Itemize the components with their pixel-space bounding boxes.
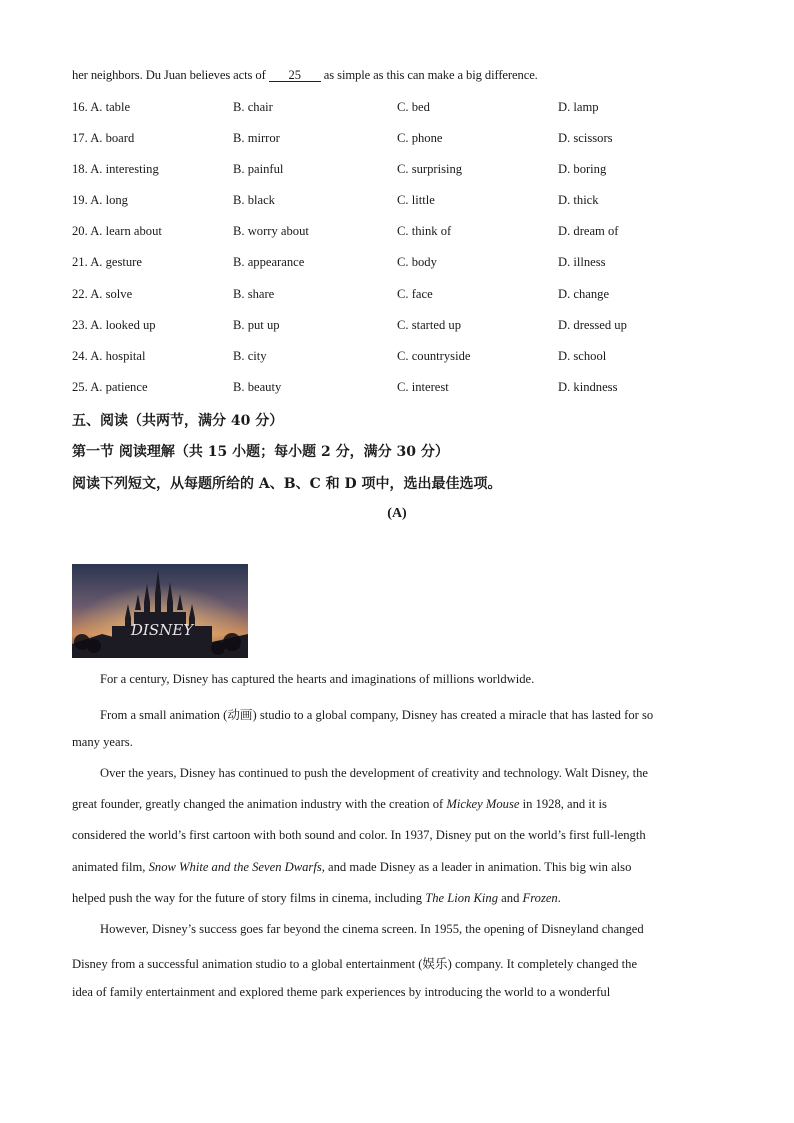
text-run: animated film,	[72, 860, 149, 874]
option-a: 23. A. looked up	[72, 318, 156, 332]
option-b: B. worry about	[233, 224, 309, 238]
option-c: C. surprising	[397, 162, 463, 176]
option-c: C. started up	[397, 318, 462, 332]
option-d: D. thick	[558, 193, 599, 207]
option-a: 17. A. board	[72, 131, 135, 145]
option-b: B. put up	[233, 318, 280, 332]
blank-25: 25	[269, 69, 321, 82]
option-a: 24. A. hospital	[72, 349, 146, 363]
option-d: D. dream of	[558, 224, 619, 238]
option-d: D. change	[558, 287, 610, 301]
option-d: D. dressed up	[558, 318, 627, 332]
option-d: D. scissors	[558, 131, 613, 145]
option-c: C. think of	[397, 224, 452, 238]
text-run: in 1928, and it is	[519, 797, 607, 811]
passage-label: (A)	[387, 506, 407, 521]
option-b: B. appearance	[233, 255, 305, 269]
title-lion-king: The Lion King	[425, 891, 499, 905]
paragraph-4-line-2: Disney from a successful animation studio to a global entertainment (娱乐) company. It completely changed the	[72, 957, 638, 971]
text-run: .	[557, 891, 561, 905]
intro-before: her neighbors. Du Juan believes acts of	[72, 68, 269, 82]
option-b: B. share	[233, 287, 275, 301]
paragraph-3-line-3: considered the world’s first cartoon with both sound and color. In 1937, Disney put on the world’s first full-length	[72, 828, 646, 842]
option-b: B. mirror	[233, 131, 280, 145]
paragraph-3-line-1: Over the years, Disney has continued to push the development of creativity and technology. Walt Disney, the	[100, 766, 648, 780]
intro-line	[72, 68, 538, 83]
option-c: C. countryside	[397, 349, 471, 363]
option-c: C. interest	[397, 380, 449, 394]
option-a: 21. A. gesture	[72, 255, 142, 269]
option-b: B. black	[233, 193, 275, 207]
disney-logo-text: DISNEY	[130, 621, 194, 639]
option-d: D. boring	[558, 162, 607, 176]
option-d: D. school	[558, 349, 607, 363]
option-d: D. lamp	[558, 100, 599, 114]
paragraph-2-line-1: From a small animation (动画) studio to a global company, Disney has created a miracle that has lasted for so	[100, 708, 654, 722]
text-run: and	[498, 891, 523, 905]
title-frozen: Frozen	[522, 891, 558, 905]
text-run: helped push the way for the future of story films in cinema, including	[72, 891, 426, 905]
title-mickey-mouse: Mickey Mouse	[446, 797, 520, 811]
option-a: 16. A. table	[72, 100, 131, 114]
option-c: C. face	[397, 287, 433, 301]
disney-castle-image	[72, 564, 248, 658]
paragraph-3-line-5	[72, 891, 724, 906]
option-b: B. painful	[233, 162, 284, 176]
option-b: B. chair	[233, 100, 273, 114]
option-a: 18. A. interesting	[72, 162, 159, 176]
option-b: B. city	[233, 349, 267, 363]
section-title: 五、阅读（共两节，满分 40 分）	[72, 413, 284, 429]
option-a: 22. A. solve	[72, 287, 133, 301]
option-c: C. phone	[397, 131, 443, 145]
paragraph-3-line-4	[72, 860, 724, 875]
option-a: 19. A. long	[72, 193, 128, 207]
paragraph-4-line-3: idea of family entertainment and explored theme park experiences by introducing the world to a wonderful	[72, 985, 611, 999]
option-c: C. bed	[397, 100, 430, 114]
option-d: D. illness	[558, 255, 606, 269]
option-c: C. body	[397, 255, 437, 269]
title-snow-white: Snow White and the Seven Dwarfs	[148, 860, 322, 874]
paragraph-2-line-2: many years.	[72, 735, 133, 749]
paragraph-1: For a century, Disney has captured the hearts and imaginations of millions worldwide.	[100, 672, 535, 686]
text-run: , and made Disney as a leader in animation. This big win also	[321, 860, 632, 874]
option-b: B. beauty	[233, 380, 282, 394]
option-a: 20. A. learn about	[72, 224, 162, 238]
option-d: D. kindness	[558, 380, 618, 394]
intro-after: as simple as this can make a big difference.	[320, 68, 538, 82]
option-c: C. little	[397, 193, 435, 207]
part-title: 第一节 阅读理解（共 15 小题；每小题 2 分，满分 30 分）	[72, 444, 449, 460]
text-run: great founder, greatly changed the animation industry with the creation of	[72, 797, 447, 811]
paragraph-3-line-2	[72, 797, 724, 812]
paragraph-4-line-1: However, Disney’s success goes far beyond the cinema screen. In 1955, the opening of Disneyland changed	[100, 922, 644, 936]
option-a: 25. A. patience	[72, 380, 148, 394]
instruction: 阅读下列短文，从每题所给的 A、B、C 和 D 项中，选出最佳选项。	[72, 476, 502, 492]
